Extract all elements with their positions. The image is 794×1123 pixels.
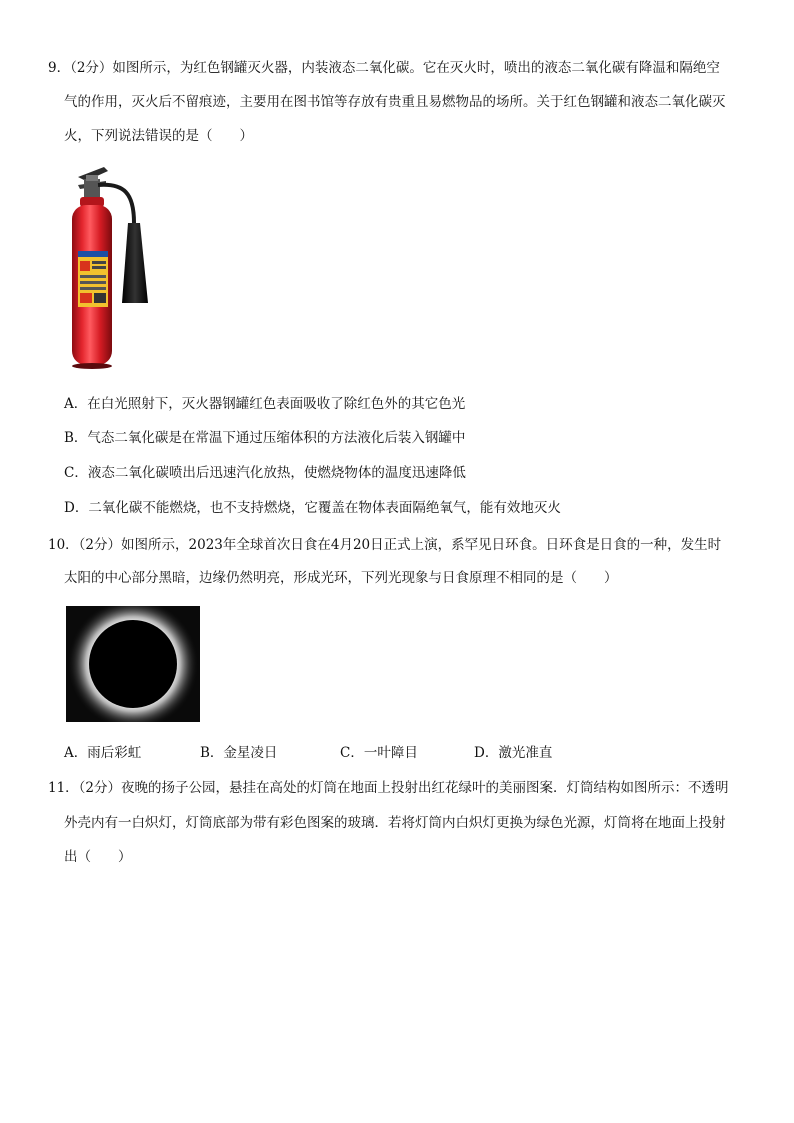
annular-eclipse-illustration <box>66 606 200 722</box>
q10-option-d: D．激光准直 <box>474 745 553 761</box>
q9-stem-line3: 火，下列说法错误的是（ ） <box>64 128 253 144</box>
q10-option-a: A．雨后彩虹 <box>64 745 142 761</box>
q11-stem-line1: 11．（2分）夜晚的扬子公园，悬挂在高处的灯筒在地面上投射出红花绿叶的美丽图案．灯筒结构如图所示：不透明 <box>48 780 729 796</box>
q9-option-b: B．气态二氧化碳是在常温下通过压缩体积的方法液化后装入钢罐中 <box>64 430 466 446</box>
fire-extinguisher-illustration <box>64 163 166 373</box>
fire-extinguisher-image <box>64 163 166 373</box>
q10-stem-line1: 10．（2分）如图所示，2023年全球首次日食在4月20日正式上演，系罕见日环食。日环食是日食的一种，发生时 <box>48 537 722 553</box>
q9-option-c: C．液态二氧化碳喷出后迅速汽化放热，使燃烧物体的温度迅速降低 <box>64 465 466 481</box>
q10-option-c: C．一叶障目 <box>340 745 418 761</box>
q11-stem-line3: 出（ ） <box>64 849 132 865</box>
q11-stem-line2: 外壳内有一白炽灯，灯筒底部为带有彩色图案的玻璃．若将灯筒内白炽灯更换为绿色光源，灯筒将在地面上投射 <box>64 815 726 831</box>
q9-stem-line2: 气的作用，灭火后不留痕迹，主要用在图书馆等存放有贵重且易燃物品的场所。关于红色钢罐和液态二氧化碳灭 <box>64 94 726 110</box>
solar-eclipse-image <box>66 606 200 722</box>
q9-option-a: A．在白光照射下，灭火器钢罐红色表面吸收了除红色外的其它色光 <box>64 396 466 412</box>
q9-stem-line1: 9．（2分）如图所示，为红色钢罐灭火器，内装液态二氧化碳。它在灭火时，喷出的液态二氧化碳有降温和隔绝空 <box>48 60 720 76</box>
q9-option-d: D．二氧化碳不能燃烧，也不支持燃烧，它覆盖在物体表面隔绝氧气，能有效地灭火 <box>64 500 561 516</box>
q10-stem-line2: 太阳的中心部分黑暗，边缘仍然明亮，形成光环，下列光现象与日食原理不相同的是（ ） <box>64 570 618 586</box>
q10-option-b: B．金星凌日 <box>200 745 278 761</box>
